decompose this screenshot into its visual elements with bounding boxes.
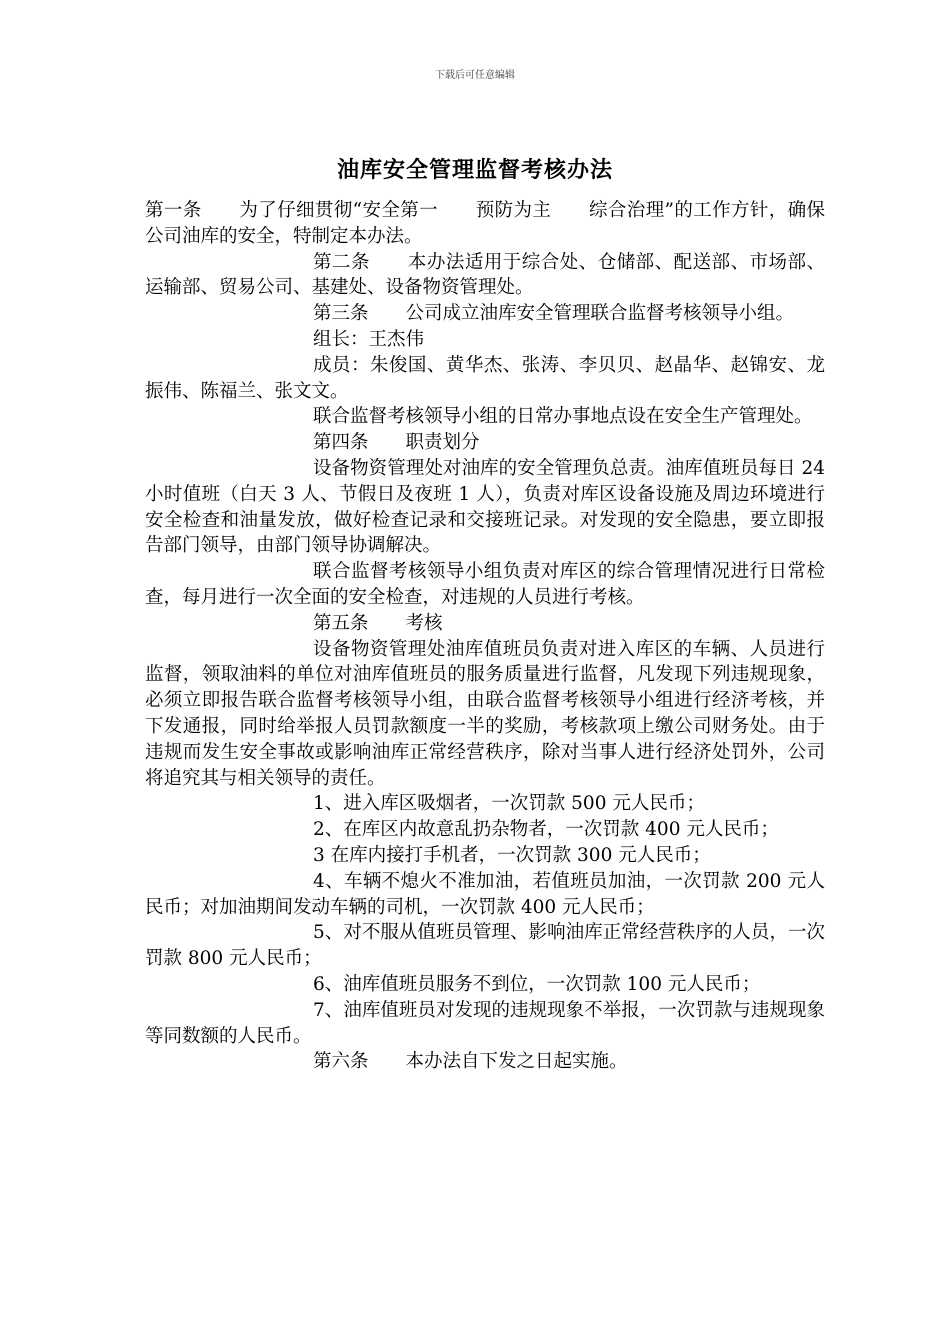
list-item-penalty-1: 1、进入库区吸烟者，一次罚款 500 元人民币； — [313, 793, 705, 815]
list-item-penalty-5: 5、对不服从值班员管理、影响油库正常经营秩序的人员，一次罚款 800 元人民币； — [145, 922, 825, 970]
paragraph-assessment: 设备物资管理处油库值班员负责对进入库区的车辆、人员进行监督，领取油料的单位对油库值班员的服务质量进行监督，凡发现下列违规现象，必须立即报告联合监督考核领导小组，由联合监督考核领导小组进行经济考核，并下发通报，同时给举报人员罚款额度一半的奖励，考核款项上缴公司财务处。由于违规而发生安全事故或影响油库正常经营秩序，除对当事人进行经济处罚外，公司将追究其与相关领导的责任。 — [145, 638, 825, 789]
list-item-penalty-3: 3 在库内接打手机者，一次罚款 300 元人民币； — [313, 844, 711, 866]
list-item-penalty-6: 6、油库值班员服务不到位，一次罚款 100 元人民币； — [313, 973, 761, 995]
paragraph-article-6: 第六条 本办法自下发之日起实施。 — [313, 1051, 628, 1073]
document-title: 油库安全管理监督考核办法 — [336, 158, 613, 183]
list-item-penalty-7: 7、油库值班员对发现的违规现象不举报，一次罚款与违规现象等同数额的人民币。 — [145, 999, 825, 1047]
paragraph-article-1: 第一条 为了仔细贯彻“安全第一 预防为主 综合治理”的工作方针，确保公司油库的安全，特制定本办法。 — [145, 200, 825, 247]
paragraph-article-2: 第二条 本办法适用于综合处、仓储部、配送部、市场部、运输部、贸易公司、基建处、设备物资管理处。 — [145, 251, 825, 299]
paragraph-office-location: 联合监督考核领导小组的日常办事地点设在安全生产管理处。 — [313, 406, 813, 428]
header-note: 下载后可任意编辑 — [435, 70, 515, 81]
paragraph-duty-equipment: 设备物资管理处对油库的安全管理负总责。油库值班员每日 24 小时值班（白天 3 人、节假日及夜班 1 人），负责对库区设备设施及周边环境进行安全检查和油量发放，做好检查记录和交接班记录。对发现的安全隐患，要立即报告部门领导，由部门领导协调解决。 — [145, 457, 825, 557]
paragraph-duty-group: 联合监督考核领导小组负责对库区的综合管理情况进行日常检查，每月进行一次全面的安全检查，对违规的人员进行考核。 — [145, 561, 825, 608]
list-item-penalty-4: 4、车辆不熄火不准加油，若值班员加油，一次罚款 200 元人民币；对加油期间发动车辆的司机，一次罚款 400 元人民币； — [145, 870, 825, 918]
paragraph-article-5: 第五条 考核 — [313, 612, 443, 634]
paragraph-article-4: 第四条 职责划分 — [313, 432, 480, 454]
list-item-penalty-2: 2、在库区内故意乱扔杂物者，一次罚款 400 元人民币； — [313, 819, 779, 841]
paragraph-group-leader: 组长：王杰伟 — [313, 328, 425, 350]
paragraph-article-3: 第三条 公司成立油库安全管理联合监督考核领导小组。 — [313, 303, 795, 325]
paragraph-group-members: 成员：朱俊国、黄华杰、张涛、李贝贝、赵晶华、赵锦安、龙振伟、陈福兰、张文文。 — [145, 354, 825, 402]
document-body — [145, 198, 825, 1075]
